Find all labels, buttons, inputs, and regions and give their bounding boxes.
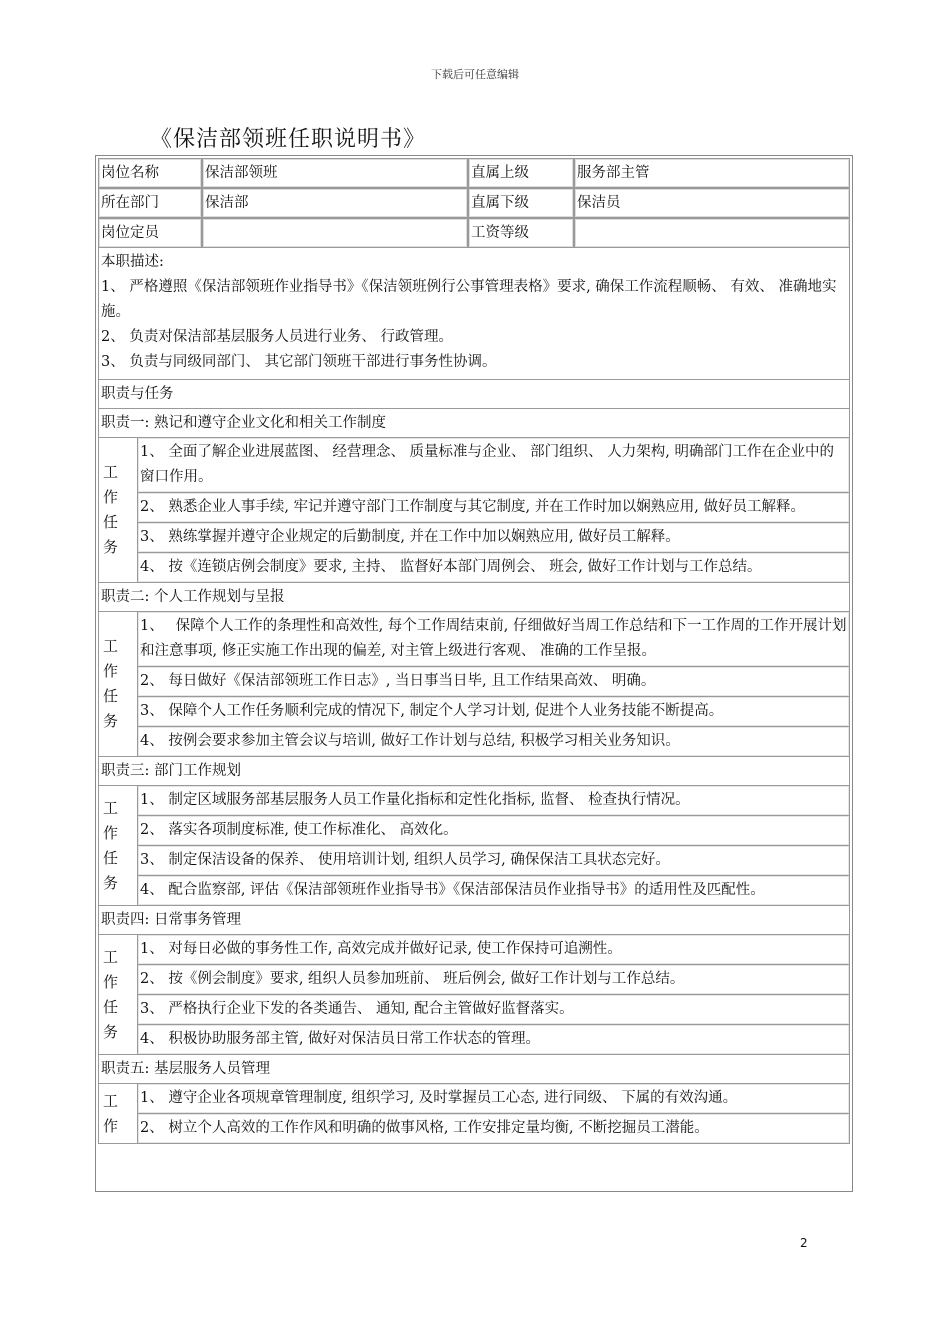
duty-group bbox=[98, 438, 850, 583]
label-char: 作 bbox=[103, 488, 119, 506]
label-char: 工 bbox=[103, 637, 119, 655]
label-char: 作 bbox=[103, 823, 119, 842]
cell: 岗位名称 bbox=[98, 158, 202, 188]
duty-title: 职责二: 个人工作规划与呈报 bbox=[98, 583, 850, 612]
summary-line: 1、 严格遵照《保洁部领班作业指导书》《保洁领班例行公事管理表格》要求, 确保工作流程顺畅、 有效、 准确地实施。 bbox=[101, 279, 837, 320]
task-item: 4、 按《连锁店例会制度》要求, 主持、 监督好本部门周例会、 班会, 做好工作计划与工作总结。 bbox=[138, 553, 849, 583]
label-char: 务 bbox=[103, 1022, 119, 1041]
task-item: 2、 按《例会制度》要求, 组织人员参加班前、 班后例会, 做好工作计划与工作总结。 bbox=[138, 965, 849, 995]
task-item: 2、 每日做好《保洁部领班工作日志》, 当日事当日毕, 且工作结果高效、 明确。 bbox=[138, 667, 849, 697]
task-label bbox=[99, 935, 138, 1055]
cell: 服务部主管 bbox=[574, 158, 850, 188]
task-item: 2、 落实各项制度标准, 使工作标准化、 高效化。 bbox=[138, 816, 849, 846]
label-char: 务 bbox=[103, 873, 119, 892]
task-item: 3、 严格执行企业下发的各类通告、 通知, 配合主管做好监督落实。 bbox=[138, 995, 849, 1025]
cell: 所在部门 bbox=[98, 188, 202, 218]
duty-title: 职责五: 基层服务人员管理 bbox=[98, 1055, 850, 1084]
basic-info-table bbox=[98, 158, 850, 248]
cell: 直属下级 bbox=[468, 188, 574, 218]
label-char: 作 bbox=[103, 662, 119, 680]
cell bbox=[202, 218, 468, 248]
cell: 保洁员 bbox=[574, 188, 850, 218]
duty-title: 职责一: 熟记和遵守企业文化和相关工作制度 bbox=[98, 409, 850, 438]
cell: 工资等级 bbox=[468, 218, 574, 248]
label-char: 工 bbox=[103, 463, 119, 481]
duty-title: 职责三: 部门工作规划 bbox=[98, 757, 850, 786]
task-item: 3、 熟练掌握并遵守企业规定的后勤制度, 并在工作中加以娴熟应用, 做好员工解释。 bbox=[138, 523, 849, 553]
label-char: 工 bbox=[103, 1091, 119, 1110]
task-item: 4、 按例会要求参加主管会议与培训, 做好工作计划与总结, 积极学习相关业务知识。 bbox=[138, 727, 849, 757]
label-char: 任 bbox=[103, 687, 119, 705]
page-number: 2 bbox=[800, 1236, 808, 1250]
label-char: 务 bbox=[103, 538, 119, 556]
cell: 保洁部 bbox=[202, 188, 468, 218]
job-description-table bbox=[95, 155, 853, 1192]
duties-header: 职责与任务 bbox=[98, 380, 850, 409]
task-label bbox=[99, 1084, 138, 1144]
summary-label: 本职描述: bbox=[101, 254, 164, 270]
task-item: 1、 保障个人工作的条理性和高效性, 每个工作周结束前, 仔细做好当周工作总结和下一工作周的工作开展计划和注意事项, 修正实施工作出现的偏差, 对主管上级进行客观、 准确的工作呈报。 bbox=[138, 612, 849, 667]
cell bbox=[574, 218, 850, 248]
task-label bbox=[99, 438, 138, 583]
summary-line: 2、 负责对保洁部基层服务人员进行业务、 行政管理。 bbox=[101, 329, 453, 345]
task-item: 3、 制定保洁设备的保养、 使用培训计划, 组织人员学习, 确保保洁工具状态完好。 bbox=[138, 846, 849, 876]
label-char: 务 bbox=[103, 712, 119, 730]
label-char: 任 bbox=[103, 513, 119, 531]
header-note: 下载后可任意编辑 bbox=[431, 68, 519, 81]
label-char: 任 bbox=[103, 848, 119, 867]
cell: 保洁部领班 bbox=[202, 158, 468, 188]
task-item: 4、 积极协助服务部主管, 做好对保洁员日常工作状态的管理。 bbox=[138, 1025, 849, 1055]
task-item: 2、 熟悉企业人事手续, 牢记并遵守部门工作制度与其它制度, 并在工作时加以娴熟应用, 做好员工解释。 bbox=[138, 493, 849, 523]
table-row bbox=[98, 158, 850, 188]
task-label bbox=[99, 786, 138, 906]
table-row bbox=[98, 218, 850, 248]
task-label bbox=[99, 612, 138, 757]
job-summary bbox=[98, 248, 850, 380]
table-row bbox=[98, 188, 850, 218]
duty-group bbox=[98, 786, 850, 906]
task-item: 1、 对每日必做的事务性工作, 高效完成并做好记录, 使工作保持可追溯性。 bbox=[138, 935, 849, 965]
task-item: 2、 树立个人高效的工作作风和明确的做事风格, 工作安排定量均衡, 不断挖掘员工潜能。 bbox=[138, 1114, 849, 1144]
document-title: 《保洁部领班任职说明书》 bbox=[150, 127, 427, 152]
task-item: 1、 全面了解企业进展蓝图、 经营理念、 质量标准与企业、 部门组织、 人力架构, 明确部门工作在企业中的窗口作用。 bbox=[138, 438, 849, 493]
label-char: 任 bbox=[103, 997, 119, 1016]
duty-group bbox=[98, 1084, 850, 1144]
task-item: 1、 制定区域服务部基层服务人员工作量化指标和定性化指标, 监督、 检查执行情况。 bbox=[138, 786, 849, 816]
task-item: 4、 配合监察部, 评估《保洁部领班作业指导书》《保洁部保洁员作业指导书》的适用性及匹配性。 bbox=[138, 876, 849, 906]
label-char: 作 bbox=[103, 972, 119, 991]
task-item: 1、 遵守企业各项规章管理制度, 组织学习, 及时掌握员工心态, 进行同级、 下属的有效沟通。 bbox=[138, 1084, 849, 1114]
duty-group bbox=[98, 612, 850, 757]
task-item: 3、 保障个人工作任务顺利完成的情况下, 制定个人学习计划, 促进个人业务技能不断提高。 bbox=[138, 697, 849, 727]
duty-group bbox=[98, 935, 850, 1055]
cell: 岗位定员 bbox=[98, 218, 202, 248]
label-char: 工 bbox=[103, 798, 119, 817]
duty-title: 职责四: 日常事务管理 bbox=[98, 906, 850, 935]
label-char: 工 bbox=[103, 947, 119, 966]
label-char: 作 bbox=[103, 1116, 119, 1135]
cell: 直属上级 bbox=[468, 158, 574, 188]
summary-line: 3、 负责与同级同部门、 其它部门领班干部进行事务性协调。 bbox=[101, 354, 497, 370]
